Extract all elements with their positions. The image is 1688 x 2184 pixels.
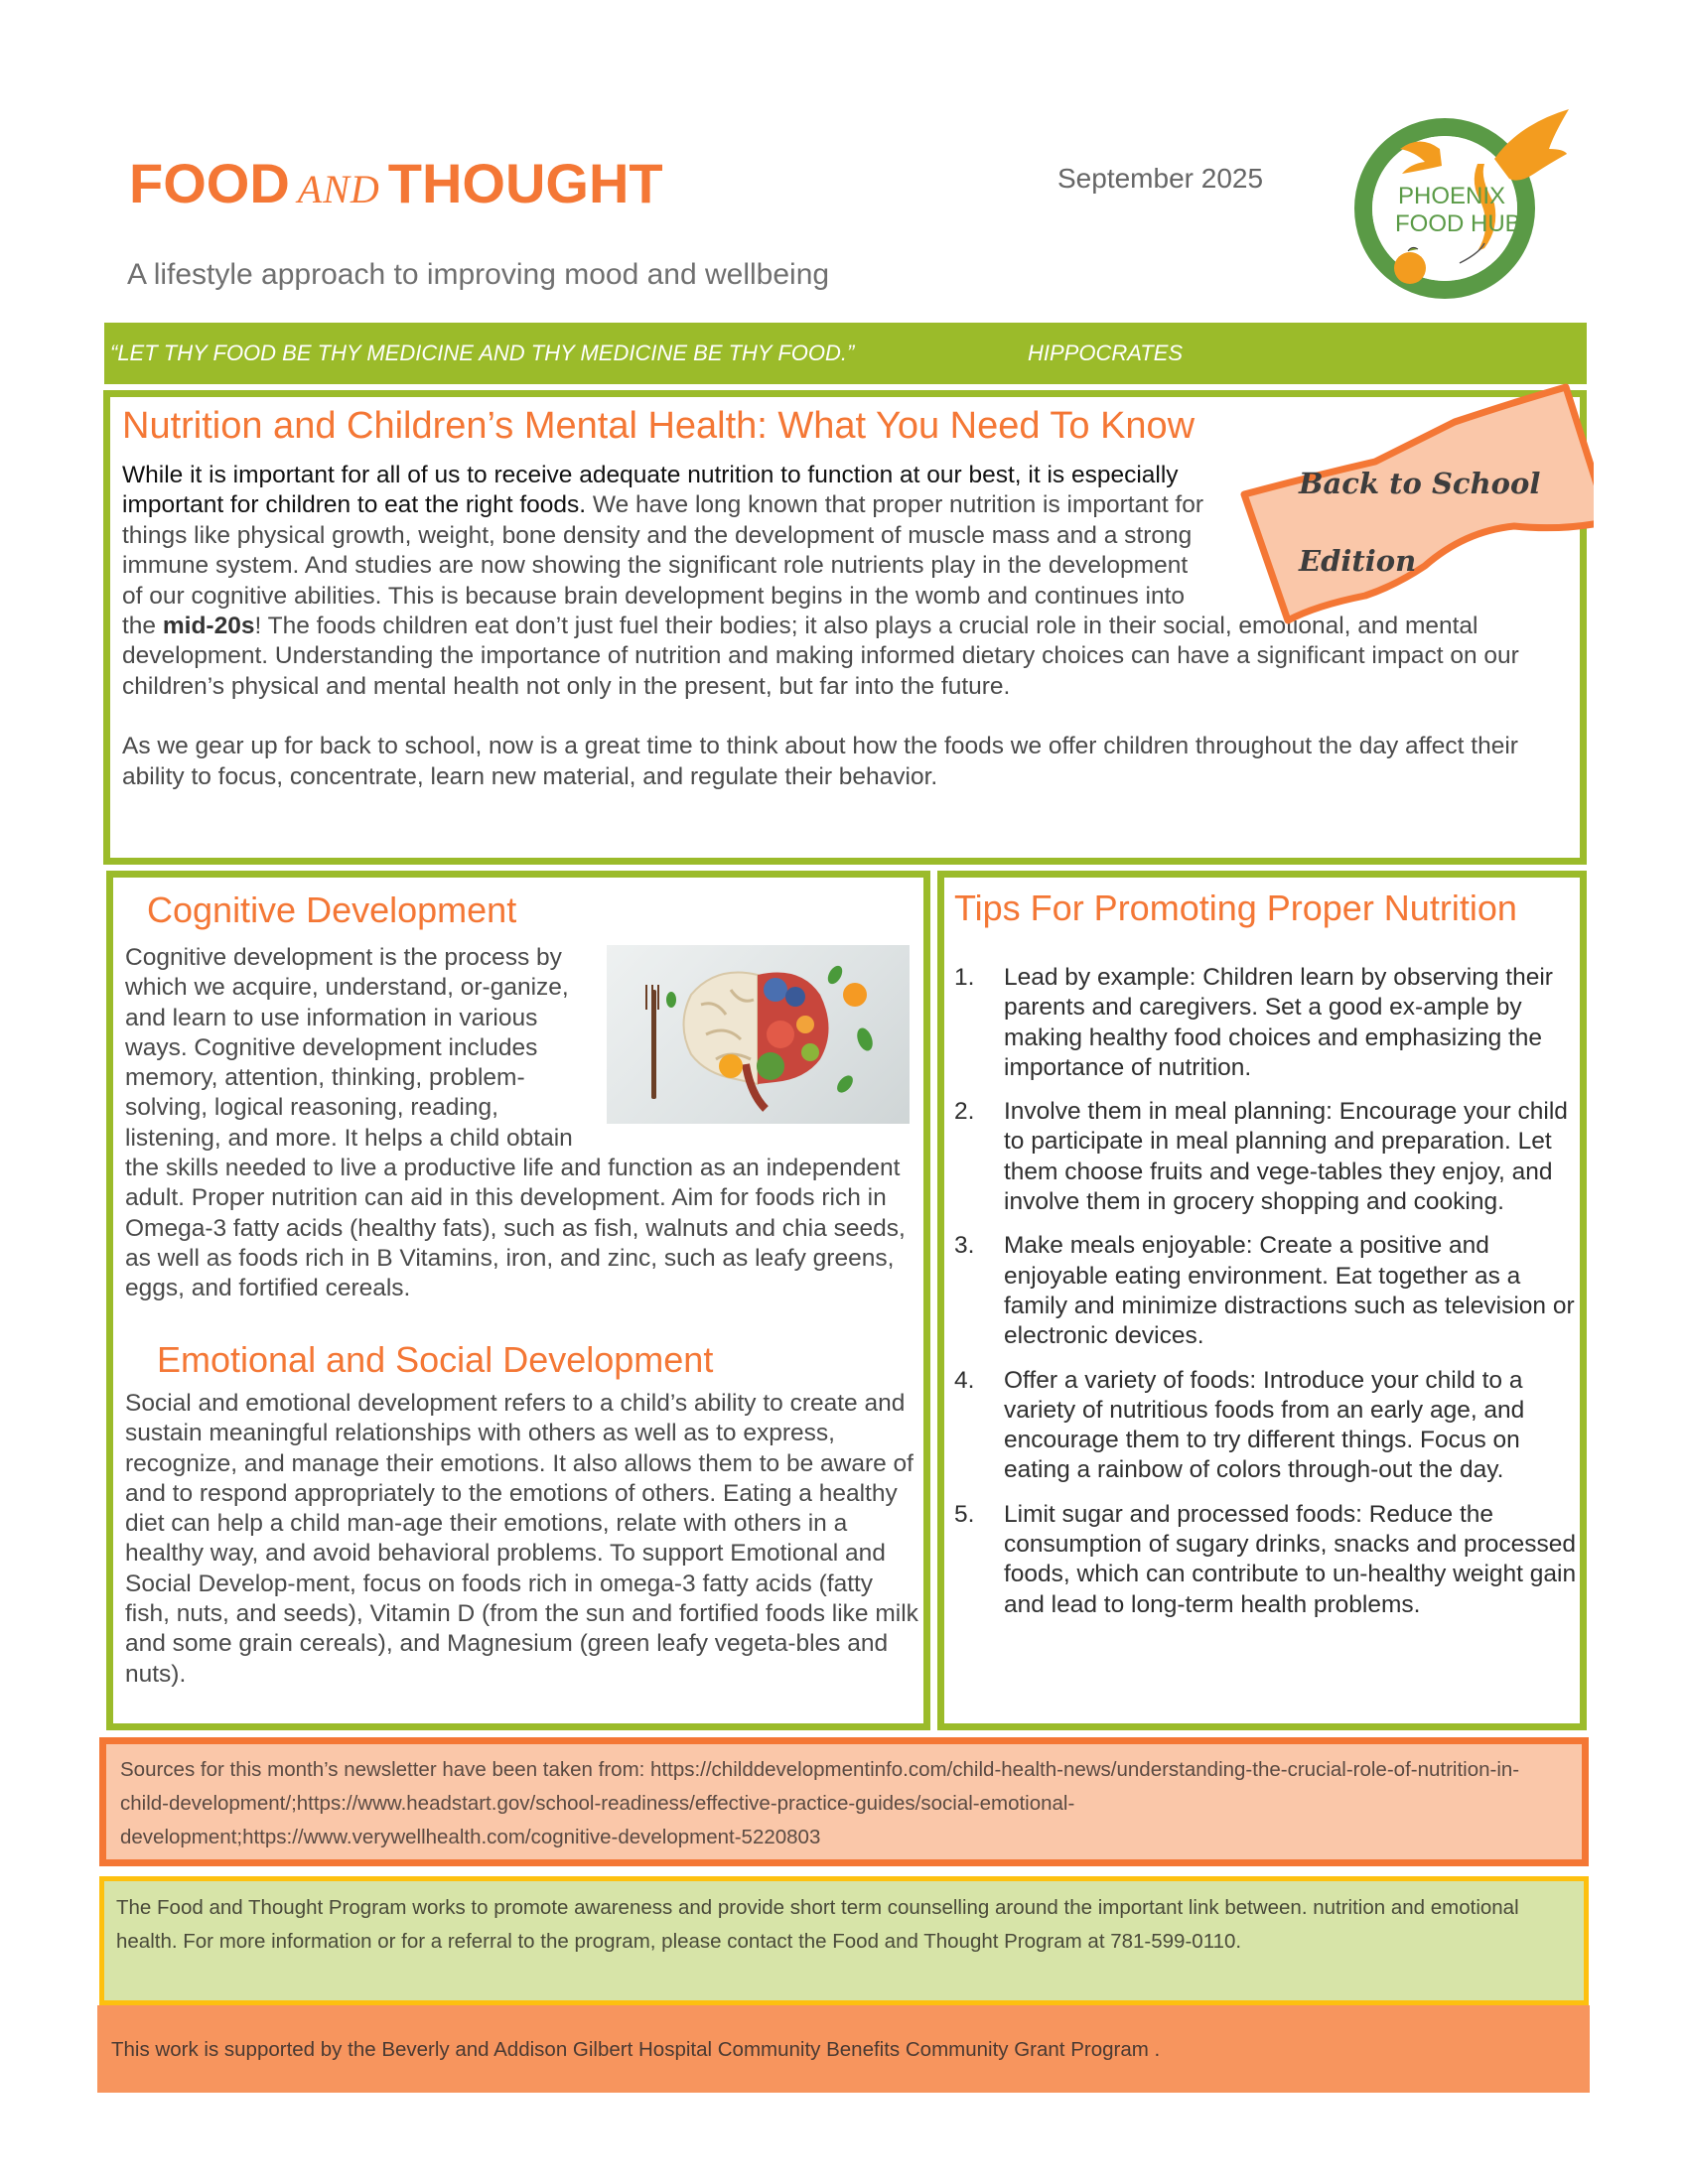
- tips-heading: Tips For Promoting Proper Nutrition: [954, 887, 1517, 928]
- sources-box: [99, 1737, 1589, 1866]
- emotional-heading: Emotional and Social Development: [157, 1339, 714, 1380]
- quote-attribution: HIPPOCRATES: [1028, 341, 1184, 365]
- back-to-school-banner: [1216, 382, 1594, 640]
- title-food: FOOD: [129, 152, 290, 214]
- program-info-text: The Food and Thought Program works to promote awareness and provide short term counselling around the important link between. nutrition and emotional health. For more information or for a referral to the program, please contact the Food and Thought Program at 781-599-0110.: [116, 1896, 1519, 1953]
- tip-number: 1.: [954, 964, 975, 991]
- tip-item: [954, 963, 1580, 1083]
- banner-line-1: Back to School: [1299, 467, 1541, 500]
- support-text: This work is supported by the Beverly and Addison Gilbert Hospital Community Benefits Community Grant Program .: [111, 2038, 1161, 2061]
- tip-text: Offer a variety of foods: Introduce your child to a variety of nutritious foods from an early age, and encourage them to try different things. Focus on eating a rainbow of colors through-out the day.: [1004, 1366, 1525, 1484]
- main-article-lead: While it is important for all of us to receive adequate nutrition to function at our best, it is especially important for children to eat the right foods.: [122, 462, 1179, 519]
- sources-text: Sources for this month’s newsletter have been taken from: https://childdevelopmentinfo.com/child-health-news/understanding-the-crucial-role-of-nutrition-in-child-development/;https://www.headstart.gov/school-readiness/effective-practice-guides/social-emotional-development;https://www.verywellhealth.com/cognitive-development-5220803: [120, 1758, 1520, 1848]
- main-article-bold: mid-20s: [162, 613, 255, 640]
- support-footer: [97, 2005, 1590, 2093]
- title-and: AND: [297, 167, 380, 211]
- tip-item: [954, 1366, 1580, 1486]
- emotional-body: Social and emotional development refers to a child’s ability to create and sustain meaningful relationships with others as well as to express, recognize, and manage their emotions. It also allows them to be aware of and to respond appropriately to the emotions of others. Eating a healthy diet can help a child man-age their emotions, relate with others in a healthy way, and avoid behavioral problems. To support Emotional and Social Develop-ment, focus on foods rich in omega-3 fatty acids (fatty fish, nuts, and seeds), Vitamin D (from the sun and fortified foods like milk and some grain cereals), and Magnesium (green leafy vegeta-bles and nuts).: [125, 1390, 918, 1688]
- cognitive-text: Cognitive development is the process by which we acquire, understand, or-ganize, and learn to use information in various ways. Cognitive development includes memory, attention, thinking, problem-solving, logical reasoning, reading, listening, and more. It helps a child obtain the skills needed to live a productive life and function as an independent adult. Proper nutrition can aid in this development. Aim for foods rich in Omega-3 fatty acids (healthy fats), such as fish, walnuts and chia seeds, as well as foods rich in B Vitamins, iron, and zinc, such as leafy greens, eggs, and fortified cereals.: [125, 944, 906, 1302]
- main-article-body-b: ! The foods children eat don’t just fuel their bodies; it also plays a crucial role in their social, emotional, and mental development. Understanding the importance of nutrition and making informed dietary choices can have a significant impact on our children’s physical and mental health not only in the present, but far into the future.: [122, 613, 1519, 700]
- brain-food-image: [607, 945, 910, 1124]
- main-article-heading: Nutrition and Children’s Mental Health: What You Need To Know: [122, 405, 1196, 447]
- main-article-body-a: We have long known that proper nutrition is important for things like physical growth, weight, bone density and the development of muscle mass and a strong immune system. And studies are now showing the significant role nutrients play in the development of our cognitive abilities. This is because brain development begins in the womb and continues into the: [122, 491, 1204, 640]
- newsletter-title: [129, 151, 663, 215]
- logo-text-foodhub: FOOD HUB: [1395, 210, 1521, 237]
- tip-item: [954, 1500, 1580, 1620]
- cognitive-heading: Cognitive Development: [147, 889, 517, 930]
- tagline: A lifestyle approach to improving mood and wellbeing: [127, 258, 830, 291]
- quote-text: “LET THY FOOD BE THY MEDICINE AND THY MEDICINE BE THY FOOD.”: [110, 341, 855, 365]
- tips-box: [937, 871, 1587, 1730]
- tip-number: 3.: [954, 1232, 975, 1260]
- main-article-paragraph-2: As we gear up for back to school, now is a great time to think about how the foods we offer children throughout the day affect their ability to focus, concentrate, learn new material, and regulate their behavior.: [122, 733, 1518, 790]
- tips-list: [954, 963, 1580, 1634]
- logo-text-phoenix: PHOENIX: [1398, 183, 1506, 209]
- tip-item: [954, 1097, 1580, 1217]
- tip-number: 2.: [954, 1098, 975, 1126]
- title-thought: THOUGHT: [387, 152, 663, 214]
- quote-bar: [104, 323, 1587, 384]
- phoenix-food-hub-logo: [1321, 104, 1589, 303]
- tip-item: [954, 1231, 1580, 1351]
- tip-text: Limit sugar and processed foods: Reduce the consumption of sugary drinks, snacks and processed foods, which can contribute to un-healthy weight gain and lead to long-term health problems.: [1004, 1500, 1577, 1618]
- cognitive-body: [125, 943, 919, 1304]
- banner-line-2: Edition: [1299, 544, 1417, 578]
- tip-text: Make meals enjoyable: Create a positive and enjoyable eating environment. Eat together as a family and minimize distractions such as television or electronic devices.: [1004, 1232, 1575, 1350]
- tip-number: 4.: [954, 1366, 975, 1394]
- tip-text: Lead by example: Children learn by observing their parents and caregivers. Set a good ex-ample by making healthy food choices and emphasizing the importance of nutrition.: [1004, 964, 1553, 1081]
- tip-text: Involve them in meal planning: Encourage your child to participate in meal planning and preparation. Let them choose fruits and vege-tables they enjoy, and involve them in grocery shopping and cooking.: [1004, 1098, 1568, 1216]
- program-info-box: [99, 1876, 1589, 2005]
- tip-number: 5.: [954, 1500, 975, 1528]
- left-column-box: [106, 871, 930, 1730]
- issue-date: September 2025: [1057, 163, 1264, 194]
